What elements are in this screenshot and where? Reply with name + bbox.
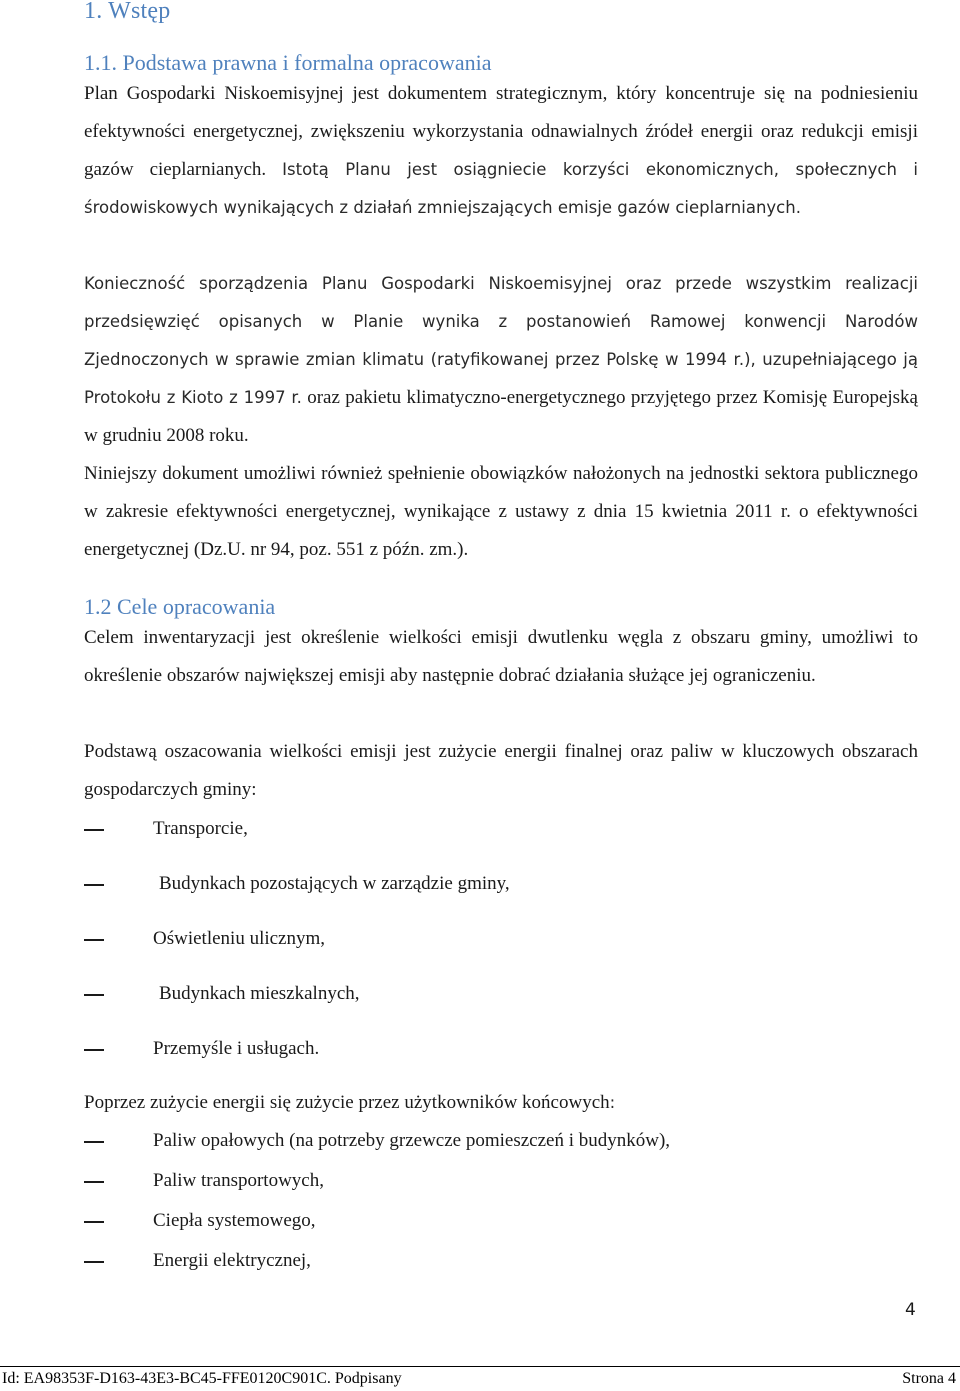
list-item: Paliw transportowych, — [84, 1166, 884, 1196]
paragraph-text: Plan Gospodarki Niskoemisyjnej jest dokumentem strategicznym, który koncentruje się na podniesieniu efektywności energetycznej, zwiększeniu wykorzystania odnawialnych źródeł energii oraz redukcji emisji gazów cieplarnianych. — [84, 83, 918, 180]
list-item: Budynkach pozostających w zarządzie gminy, — [84, 869, 884, 899]
dash-bullet-icon — [84, 1141, 104, 1143]
list-item: Ciepła systemowego, — [84, 1206, 884, 1236]
footer-signature-id: Id: EA98353F-D163-43E3-BC45-FFE0120C901C. Podpisany — [2, 1370, 402, 1387]
dash-bullet-icon — [84, 1261, 104, 1263]
dash-bullet-icon — [84, 939, 104, 941]
list-item: Paliw opałowych (na potrzeby grzewcze pomieszczeń i budynków), — [84, 1126, 884, 1156]
dash-bullet-icon — [84, 1181, 104, 1183]
list-item: Energii elektrycznej, — [84, 1246, 884, 1276]
colon: : — [609, 1093, 616, 1112]
paragraph-legal-basis-obligations — [84, 455, 918, 569]
list-item: Transporcie, — [84, 814, 884, 844]
dash-bullet-icon — [84, 1221, 104, 1223]
dash-bullet-icon — [84, 829, 104, 831]
paragraph-text: Konieczność sporządzenia Planu Gospodarki Niskoemisyjnej oraz przede wszystkim realizacji przedsięwzięć opisanych w Planie wynika z postanowień Ramowej konwencji Narodów Zjednoczonych w sprawie zmian klimatu (ratyfikowanej przez Polskę w 1994 r.), uzupełniającego ją Protokołu z Kioto z 1997 r. — [84, 274, 918, 407]
paragraph-text: oraz pakietu klimatyczno-energetycznego przyjętego przez Komisję Europejską w grudniu 2008 roku. — [84, 387, 918, 446]
paragraph-text: Podstawą oszacowania wielkości emisji jest zużycie energii finalnej oraz paliw w kluczowych obszarach gospodarczych gminy: — [84, 741, 918, 800]
list-item: Budynkach mieszkalnych, — [84, 979, 884, 1009]
footer-divider — [0, 1366, 960, 1367]
paragraph-text: Poprzez zużycie energii się zużycie przez użytkowników końcowych — [84, 1092, 610, 1113]
list-item: Przemyśle i usługach. — [84, 1034, 884, 1064]
paragraph-legal-basis-necessity — [84, 265, 918, 455]
paragraph-text: Istotą Planu jest osiągniecie korzyści ekonomicznych, społecznych i środowiskowych wynikających z działań zmniejszających emisje gazów cieplarnianych. — [84, 160, 919, 217]
paragraph-legal-basis-intro — [84, 75, 918, 227]
section-heading-1-1: 1.1. Podstawa prawna i formalna opracowania — [84, 50, 492, 75]
dash-bullet-icon — [84, 994, 104, 996]
dash-bullet-icon — [84, 884, 104, 886]
paragraph-text: Niniejszy dokument umożliwi również spełnienie obowiązków nałożonych na jednostki sektora publicznego w zakresie efektywności energetycznej, wynikające z ustawy z dnia 15 kwietnia 2011 r. o efektywności energetycznej (Dz.U. nr 94, poz. 551 z późn. zm.). — [84, 463, 918, 560]
list-item: Oświetleniu ulicznym, — [84, 924, 884, 954]
paragraph-text: Celem inwentaryzacji jest określenie wielkości emisji dwutlenku węgla z obszaru gminy, umożliwi to określenie obszarów największej emisji aby następnie dobrać działania służące jej ograniczeniu. — [84, 627, 918, 686]
chapter-heading: 1. Wstęp — [84, 0, 171, 24]
paragraph-end-users — [84, 1084, 918, 1122]
paragraph-goals-inventory — [84, 619, 918, 695]
dash-bullet-icon — [84, 1049, 104, 1051]
section-heading-1-2: 1.2 Cele opracowania — [84, 594, 276, 619]
paragraph-goals-basis — [84, 733, 918, 809]
footer-page-label: Strona 4 — [902, 1370, 956, 1387]
page-number: 4 — [905, 1300, 916, 1320]
